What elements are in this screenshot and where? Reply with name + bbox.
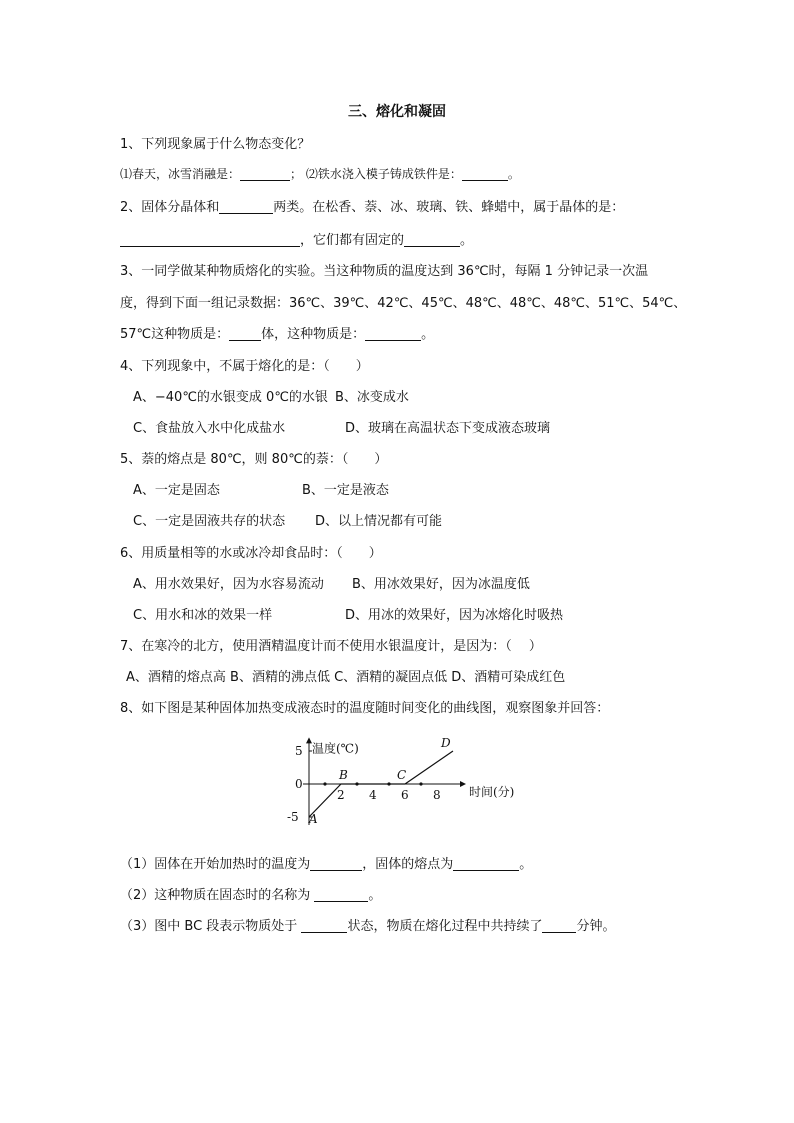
- q5-option-a[interactable]: A、一定是固态: [133, 483, 220, 498]
- q6-stem: 6、用质量相等的水或冰冷却食品时：（ ）: [120, 546, 382, 561]
- y-tick-label-5: 5: [295, 744, 303, 758]
- point-label-B: B: [339, 768, 348, 782]
- q8-stem: 8、如下图是某种固体加热变成液态时的温度随时间变化的曲线图，观察图象并回答：: [120, 701, 610, 716]
- y-tick-label-0: 0: [295, 777, 303, 791]
- q8-blank-4[interactable]: [301, 919, 347, 933]
- q8-sub1: [120, 853, 532, 872]
- q6-option-b[interactable]: B、用冰效果好，因为冰温度低: [352, 577, 530, 592]
- x-tick-dot: [323, 782, 326, 785]
- q5-option-c[interactable]: C、一定是固液共存的状态: [133, 514, 286, 529]
- q1-end: 。: [507, 167, 520, 181]
- x-tick-dot: [419, 782, 422, 785]
- q8-blank-2[interactable]: [453, 857, 519, 871]
- q8-blank-3[interactable]: [314, 888, 368, 902]
- q8-sub3-c: 分钟。: [576, 919, 616, 934]
- x-axis-label: 时间(分): [469, 785, 515, 799]
- q3-line3-b: 体，这种物质是：: [261, 327, 366, 342]
- q8-sub2-a: （2）这种物质在固态时的名称为: [120, 888, 311, 903]
- q2-blank-2[interactable]: [120, 233, 300, 247]
- q5-option-b[interactable]: B、一定是液态: [302, 483, 389, 498]
- q2-line2: [120, 229, 473, 248]
- q8-blank-1[interactable]: [310, 857, 362, 871]
- x-tick-label-4: 4: [369, 788, 377, 802]
- point-label-D: D: [441, 736, 451, 750]
- q3-line2: 度，得到下面一组记录数据：36℃、39℃、42℃、45℃、48℃、48℃、48℃、51℃、54℃、: [120, 296, 687, 311]
- q1-semicolon: ；: [290, 167, 303, 181]
- q8-sub3-a: （3）图中 BC 段表示物质处于: [120, 919, 298, 934]
- q2-line1-a: 2、固体分晶体和: [120, 200, 220, 215]
- q4-option-a[interactable]: A、−40℃的水银变成 0℃的水银: [133, 390, 328, 405]
- q8-sub1-a: （1）固体在开始加热时的温度为: [120, 857, 311, 872]
- q8-sub2-end: 。: [368, 888, 382, 903]
- q1-parts: [120, 165, 520, 182]
- q4-stem: 4、下列现象中，不属于熔化的是：（ ）: [120, 359, 369, 374]
- q3-line3-end: 。: [421, 327, 435, 342]
- point-label-C: C: [397, 768, 407, 782]
- q3-blank-1[interactable]: [229, 327, 261, 341]
- q2-line1-b: 两类。在松香、萘、冰、玻璃、铁、蜂蜡中，属于晶体的是：: [273, 200, 625, 215]
- q6-option-c[interactable]: C、用水和冰的效果一样: [133, 608, 273, 623]
- q1-part1: ⑴春天，冰雪消融是：: [120, 167, 241, 181]
- q3-line3-a: 57℃这种物质是：: [120, 327, 230, 342]
- x-tick-label-2: 2: [337, 788, 345, 802]
- q5-stem: 5、萘的熔点是 80℃，则 80℃的萘：（ ）: [120, 452, 388, 467]
- q8-sub1-end: 。: [519, 857, 533, 872]
- q7-stem: 7、在寒冷的北方，使用酒精温度计而不使用水银温度计，是因为：（ ）: [120, 639, 542, 654]
- q7-options[interactable]: A、酒精的熔点高 B、酒精的沸点低 C、酒精的凝固点低 D、酒精可染成红色: [126, 670, 566, 685]
- q2-blank-3[interactable]: [404, 233, 460, 247]
- q2-line1: [120, 196, 624, 215]
- x-tick-label-6: 6: [401, 788, 409, 802]
- q6-option-d[interactable]: D、用冰的效果好，因为冰熔化时吸热: [345, 608, 564, 623]
- q4-option-b[interactable]: B、冰变成水: [335, 390, 409, 405]
- q8-sub1-b: ，固体的熔点为: [362, 857, 454, 872]
- q3-line3: [120, 323, 434, 342]
- q2-line2-end: 。: [460, 233, 474, 248]
- point-label-A: A: [309, 812, 318, 826]
- q8-sub3-b: 状态，物质在熔化过程中共持续了: [347, 919, 543, 934]
- q3-line1: 3、一同学做某种物质熔化的实验。当这种物质的温度达到 36℃时，每隔 1 分钟记录一次温: [120, 264, 649, 279]
- q8-sub3: [120, 915, 615, 934]
- q4-option-d[interactable]: D、玻璃在高温状态下变成液态玻璃: [345, 421, 551, 436]
- y-tick-label--5: -5: [287, 810, 299, 824]
- q8-sub2: [120, 884, 381, 903]
- q1-blank-2[interactable]: [462, 167, 508, 181]
- q4-option-c[interactable]: C、食盐放入水中化成盐水: [133, 421, 286, 436]
- q5-option-d[interactable]: D、以上情况都有可能: [315, 514, 443, 529]
- q6-option-a[interactable]: A、用水效果好，因为水容易流动: [133, 577, 324, 592]
- q2-blank-1[interactable]: [219, 200, 273, 214]
- q1-blank-1[interactable]: [240, 167, 290, 181]
- temperature-time-chart: [285, 724, 515, 834]
- y-axis-label: 温度(℃): [312, 741, 359, 756]
- x-tick-label-8: 8: [433, 788, 441, 802]
- q1-stem: 1、下列现象属于什么物态变化？: [120, 137, 311, 152]
- q8-blank-5[interactable]: [542, 919, 576, 933]
- q1-part2: ⑵铁水浇入模子铸成铁件是：: [305, 167, 462, 181]
- x-axis-arrow: [460, 781, 466, 787]
- page-title: 三、熔化和凝固: [348, 104, 446, 120]
- q2-line2-a: ，它们都有固定的: [300, 233, 405, 248]
- q3-blank-2[interactable]: [365, 327, 421, 341]
